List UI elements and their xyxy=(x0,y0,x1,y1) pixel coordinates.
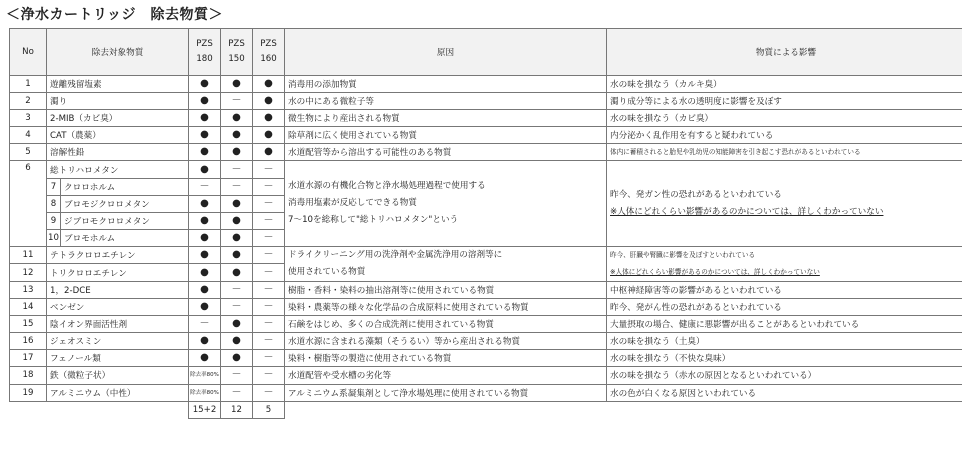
cause-cell: 石鹸をはじめ、多くの合成洗剤に使用されている物質 xyxy=(285,316,607,333)
table-row xyxy=(10,110,962,127)
mark-pzs150: － xyxy=(221,281,253,298)
effect-cell: 水の味を損なう（土臭） xyxy=(607,333,962,350)
mark-pzs180: ● xyxy=(189,229,221,246)
substance-name: フェノール類 xyxy=(47,350,189,367)
cause-cell: 消毒用の添加物質 xyxy=(285,76,607,93)
table-row xyxy=(10,333,962,350)
mark-pzs160: － xyxy=(253,264,285,282)
row-no: 5 xyxy=(10,144,47,161)
effect-cell: 体内に蓄積されると胎児や乳幼児の知能障害を引き起こす恐れがあるといわれている xyxy=(607,144,962,161)
mark-pzs180: ● xyxy=(189,195,221,212)
table-row xyxy=(10,384,962,401)
cause-cell: 樹脂・香料・染料の抽出溶剤等に使用されている物質 xyxy=(285,281,607,298)
cause-cell: 染料・農薬等の様々な化学品の合成原料に使用されている物質 xyxy=(285,299,607,316)
table-row xyxy=(10,161,962,178)
mark-pzs160: ● xyxy=(253,127,285,144)
mark-pzs160: － xyxy=(253,281,285,298)
substance-name: 溶解性鉛 xyxy=(47,144,189,161)
substance-name: テトラクロロエチレン xyxy=(47,246,189,264)
row-no: 8 xyxy=(47,195,61,212)
mark-pzs160: － xyxy=(253,161,285,178)
substance-name: 1，2-DCE xyxy=(47,281,189,298)
effect-cell: 中枢神経障害等の影響があるといわれている xyxy=(607,281,962,298)
substance-name: 陰イオン界面活性剤 xyxy=(47,316,189,333)
header-row xyxy=(10,29,962,76)
totals-row xyxy=(10,401,962,418)
mark-pzs180: ● xyxy=(189,212,221,229)
mark-pzs150: ● xyxy=(221,333,253,350)
effect-cell: 水の味を損なう（不快な臭味） xyxy=(607,350,962,367)
substance-name: ジブロモクロロメタン xyxy=(61,212,189,229)
mark-pzs180: － xyxy=(189,178,221,195)
table-row xyxy=(10,76,962,93)
row-no: 11 xyxy=(10,246,47,264)
thm-effect-cell: 昨今、発ガン性の恐れがあるといわれている ※人体にどれくらい影響があるのかについては、詳しくわかっていない xyxy=(607,161,962,246)
effect-cell: 大量摂取の場合、健康に悪影響が出ることがあるといわれている xyxy=(607,316,962,333)
substance-name: ブロモジクロロメタン xyxy=(61,195,189,212)
mark-pzs150: ● xyxy=(221,212,253,229)
mark-pzs180: ● xyxy=(189,144,221,161)
cause-cell: 水道配管や受水槽の劣化等 xyxy=(285,367,607,384)
mark-pzs160: － xyxy=(253,195,285,212)
header-pzs180: PZS 180 xyxy=(189,29,221,76)
mark-pzs150: ● xyxy=(221,76,253,93)
mark-pzs160: ● xyxy=(253,93,285,110)
mark-pzs180: ● xyxy=(189,76,221,93)
substance-name: ベンゼン xyxy=(47,299,189,316)
total-pzs160: 5 xyxy=(253,401,285,418)
row-no: 7 xyxy=(47,178,61,195)
cause-cell: 水道配管等から溶出する可能性のある物質 xyxy=(285,144,607,161)
row-no: 16 xyxy=(10,333,47,350)
thm-cause-cell: 水道水源の有機化合物と浄水場処理過程で使用する 消毒用塩素が反応してできる物質 7～10を総称して"総トリハロメタン"という xyxy=(285,161,607,246)
cause-cell: 水道水源に含まれる藻類（そうるい）等から産出される物質 xyxy=(285,333,607,350)
table-row xyxy=(10,93,962,110)
mark-pzs150: ● xyxy=(221,195,253,212)
mark-pzs150: ● xyxy=(221,144,253,161)
totals-blank xyxy=(10,401,189,418)
substance-name: ジェオスミン xyxy=(47,333,189,350)
mark-pzs160: － xyxy=(253,367,285,384)
effect-cell: 水の色が白くなる原因といわれている xyxy=(607,384,962,401)
cause-cell: 水の中にある微粒子等 xyxy=(285,93,607,110)
mark-pzs150: － xyxy=(221,93,253,110)
mark-pzs160: ● xyxy=(253,76,285,93)
table-row xyxy=(10,367,962,384)
effect-cell: 水の味を損なう（赤水の原因となるといわれている） xyxy=(607,367,962,384)
mark-pzs160: － xyxy=(253,384,285,401)
mark-pzs180: 除去率80% xyxy=(189,384,221,401)
header-pzs150: PZS 150 xyxy=(221,29,253,76)
table-row xyxy=(10,281,962,298)
mark-pzs180: － xyxy=(189,316,221,333)
table-row xyxy=(10,144,962,161)
substance-name: CAT（農薬） xyxy=(47,127,189,144)
header-substance: 除去対象物質 xyxy=(47,29,189,76)
mark-pzs180: ● xyxy=(189,281,221,298)
mark-pzs160: － xyxy=(253,299,285,316)
substance-name: 2-MIB（カビ臭） xyxy=(47,110,189,127)
solvent-cause-cell: ドライクリーニング用の洗浄剤や金属洗浄用の溶剤等に 使用されている物質 xyxy=(285,246,607,281)
effect-cell: 濁り成分等による水の透明度に影響を及ぼす xyxy=(607,93,962,110)
substance-name: クロロホルム xyxy=(61,178,189,195)
page-title: ＜浄水カートリッジ 除去物質＞ xyxy=(6,7,223,23)
removal-substances-table xyxy=(9,28,962,419)
row-no: 9 xyxy=(47,212,61,229)
total-pzs150: 12 xyxy=(221,401,253,418)
row-no: 19 xyxy=(10,384,47,401)
substance-name: トリクロロエチレン xyxy=(47,264,189,282)
table-row xyxy=(10,246,962,264)
row-no: 15 xyxy=(10,316,47,333)
mark-pzs150: ● xyxy=(221,246,253,264)
mark-pzs180: ● xyxy=(189,161,221,178)
row-no: 4 xyxy=(10,127,47,144)
mark-pzs180: ● xyxy=(189,93,221,110)
row-no: 12 xyxy=(10,264,47,282)
mark-pzs160: － xyxy=(253,229,285,246)
cause-cell: 除草剤に広く使用されている物質 xyxy=(285,127,607,144)
mark-pzs160: ● xyxy=(253,110,285,127)
mark-pzs150: ● xyxy=(221,229,253,246)
substance-name: ブロモホルム xyxy=(61,229,189,246)
effect-cell: 内分泌かく乱作用を有すると疑われている xyxy=(607,127,962,144)
table-row xyxy=(10,350,962,367)
mark-pzs150: ● xyxy=(221,350,253,367)
row-no: 1 xyxy=(10,76,47,93)
row-no: 10 xyxy=(47,229,61,246)
header-no: No xyxy=(10,29,47,76)
mark-pzs150: ● xyxy=(221,110,253,127)
mark-pzs180: ● xyxy=(189,246,221,264)
row-no: 3 xyxy=(10,110,47,127)
mark-pzs160: － xyxy=(253,350,285,367)
mark-pzs180: ● xyxy=(189,264,221,282)
substance-name: 遊離残留塩素 xyxy=(47,76,189,93)
mark-pzs150: － xyxy=(221,161,253,178)
row-no: 14 xyxy=(10,299,47,316)
row-no: 18 xyxy=(10,367,47,384)
cause-cell: アルミニウム系凝集剤として浄水場処理に使用されている物質 xyxy=(285,384,607,401)
mark-pzs150: ● xyxy=(221,127,253,144)
total-pzs180: 15+2 xyxy=(189,401,221,418)
header-cause: 原因 xyxy=(285,29,607,76)
mark-pzs160: － xyxy=(253,246,285,264)
mark-pzs160: － xyxy=(253,333,285,350)
mark-pzs160: － xyxy=(253,212,285,229)
mark-pzs150: ● xyxy=(221,264,253,282)
effect-cell: 昨今、発がん性の恐れがあるといわれている xyxy=(607,299,962,316)
header-effect: 物質による影響 xyxy=(607,29,962,76)
effect-cell: 水の味を損なう（カルキ臭） xyxy=(607,76,962,93)
mark-pzs160: － xyxy=(253,316,285,333)
row-no: 6 xyxy=(10,161,47,246)
table-row xyxy=(10,316,962,333)
mark-pzs180: 除去率80% xyxy=(189,367,221,384)
cause-cell: 微生物により産出される物質 xyxy=(285,110,607,127)
header-pzs160: PZS 160 xyxy=(253,29,285,76)
mark-pzs160: ● xyxy=(253,144,285,161)
substance-name: 総トリハロメタン xyxy=(47,161,189,178)
effect-cell: 水の味を損なう（カビ臭） xyxy=(607,110,962,127)
mark-pzs150: ● xyxy=(221,316,253,333)
mark-pzs160: － xyxy=(253,178,285,195)
mark-pzs180: ● xyxy=(189,350,221,367)
mark-pzs180: ● xyxy=(189,299,221,316)
cause-cell: 染料・樹脂等の製造に使用されている物質 xyxy=(285,350,607,367)
mark-pzs150: － xyxy=(221,384,253,401)
totals-trailing-blank xyxy=(285,401,962,418)
substance-name: 鉄（微粒子状） xyxy=(47,367,189,384)
substance-name: 濁り xyxy=(47,93,189,110)
solvent-effect-cell: 昨今、肝臓や腎臓に影響を及ぼすといわれている ※人体にどれくらい影響があるのかについては、詳しくわかっていない xyxy=(607,246,962,281)
table-row xyxy=(10,299,962,316)
mark-pzs150: － xyxy=(221,178,253,195)
substance-name: アルミニウム（中性） xyxy=(47,384,189,401)
mark-pzs180: ● xyxy=(189,110,221,127)
mark-pzs150: － xyxy=(221,367,253,384)
mark-pzs180: ● xyxy=(189,333,221,350)
row-no: 2 xyxy=(10,93,47,110)
row-no: 17 xyxy=(10,350,47,367)
row-no: 13 xyxy=(10,281,47,298)
table-row xyxy=(10,127,962,144)
mark-pzs150: － xyxy=(221,299,253,316)
mark-pzs180: ● xyxy=(189,127,221,144)
